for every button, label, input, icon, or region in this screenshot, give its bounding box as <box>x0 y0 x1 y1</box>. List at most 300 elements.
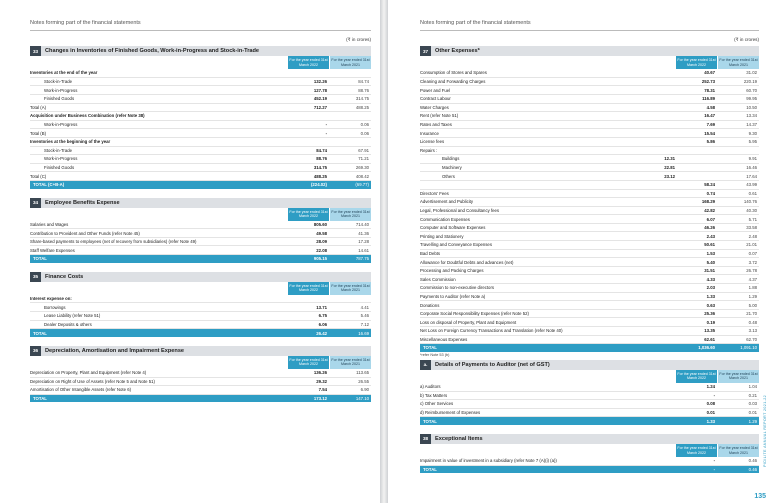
col-previous-header: For the year ended 31st March 2021 <box>330 56 371 69</box>
table-row <box>30 369 371 378</box>
current-year-value: 13.71 <box>316 304 327 310</box>
table-row <box>420 250 759 259</box>
previous-year-value: 43.99 <box>746 182 757 188</box>
current-year-value: 7.54 <box>318 387 327 393</box>
row-label: d) Reimbursement of Expenses <box>420 410 481 416</box>
previous-year-value: 41.36 <box>358 230 369 236</box>
previous-year-value: 31.02 <box>746 70 757 76</box>
previous-year-value: 0.07 <box>748 250 757 256</box>
previous-year-total: 0.46 <box>748 467 757 473</box>
row-label: Inventories at the beginning of the year <box>30 139 111 145</box>
table-row <box>420 112 759 121</box>
previous-year-value: 17.28 <box>358 239 369 245</box>
section-number: 33 <box>30 46 41 56</box>
previous-year-value: 10.50 <box>746 104 757 110</box>
previous-year-value: 21.01 <box>746 242 757 248</box>
table-row <box>420 383 759 392</box>
table-body <box>420 69 759 352</box>
previous-year-value: 14.37 <box>746 122 757 128</box>
col-current-header: For the year ended 31st March 2022 <box>288 56 329 69</box>
previous-year-value: 26.78 <box>746 268 757 274</box>
current-year-total: 905.15 <box>313 256 327 262</box>
table-row <box>30 378 371 387</box>
section-number: 37 <box>420 46 431 56</box>
current-year-value: 0.01 <box>706 410 715 416</box>
row-label: Donations <box>420 302 440 308</box>
left-page <box>0 0 380 503</box>
current-year-value: - <box>325 130 327 136</box>
sub-value: 12.31 <box>664 156 675 162</box>
col-current-header: For the year ended 31st March 2022 <box>288 208 329 221</box>
col-previous-header: For the year ended 31st March 2021 <box>718 370 759 383</box>
table-body <box>30 369 371 402</box>
right-page <box>388 0 768 503</box>
current-year-value: 805.60 <box>313 221 327 227</box>
table-row <box>30 164 371 173</box>
previous-year-value: 62.70 <box>746 336 757 342</box>
unit-label: (₹ in crores) <box>734 37 759 42</box>
row-label: Dealer Deposits & others <box>44 321 92 327</box>
row-label: Contract Labour <box>420 96 451 102</box>
row-label: Repairs : <box>420 147 438 153</box>
table-row <box>30 112 371 121</box>
current-year-value: 2.03 <box>706 285 715 291</box>
previous-year-value: 1.29 <box>748 293 757 299</box>
row-label: Corporate Social Responsibility Expenses (refer Note 52) <box>420 311 529 317</box>
table-row <box>420 155 759 164</box>
col-current-header: For the year ended 31st March 2022 <box>676 370 717 383</box>
row-label: Insurance <box>420 130 439 136</box>
table-row <box>30 303 371 312</box>
current-year-value: 116.89 <box>702 96 715 102</box>
column-headers <box>420 370 759 383</box>
row-label: Impairment in value of investment in a subsidiary (refer Note 7 (A)(i) (a)) <box>420 458 557 464</box>
row-label: Power and Fuel <box>420 87 451 93</box>
table-row <box>30 246 371 255</box>
current-year-value: 49.58 <box>316 230 327 236</box>
row-label: Machinery <box>442 165 462 171</box>
section-title: Finance Costs <box>45 273 84 280</box>
row-label: Processing and Packing Charges <box>420 268 484 274</box>
previous-year-value: 0.06 <box>360 130 369 136</box>
previous-year-value: 0.21 <box>748 392 757 398</box>
previous-year-value: 71.21 <box>358 156 369 162</box>
current-year-value: 1.53 <box>706 250 715 256</box>
current-year-value: 16.47 <box>704 113 715 119</box>
previous-year-value: 13.34 <box>746 113 757 119</box>
previous-year-value: 0.46 <box>748 458 757 464</box>
section-title: Details of Payments to Auditor (net of GST) <box>435 361 550 368</box>
note-36 <box>30 346 371 403</box>
column-headers <box>30 282 371 295</box>
current-year-total: 26.42 <box>316 330 327 336</box>
current-year-value: 168.29 <box>701 199 715 205</box>
row-label: Contribution to Provident and Other Funds (refer Note 45) <box>30 230 140 236</box>
row-label: Travelling and Conveyance Expenses <box>420 242 492 248</box>
row-label: Depreciation on Property, Plant and Equipment (refer Note 4) <box>30 370 147 376</box>
previous-year-value: 140.76 <box>743 199 757 205</box>
table-row <box>420 241 759 250</box>
col-current-header: For the year ended 31st March 2022 <box>676 444 717 457</box>
table-row <box>420 86 759 95</box>
report-side-label: PIDILITE ANNUAL REPORT 2021-22 <box>763 395 767 467</box>
table-row <box>420 164 759 173</box>
row-label: Sales Commission <box>420 276 456 282</box>
current-year-value: 84.74 <box>316 147 327 153</box>
column-headers <box>30 56 371 69</box>
col-previous-header: For the year ended 31st March 2021 <box>718 444 759 457</box>
table-row <box>30 238 371 247</box>
row-label: Printing and Stationery <box>420 233 464 239</box>
section-number: 35 <box>30 272 41 282</box>
row-label: Acquisition under Business Combination (refer Note 38) <box>30 113 145 119</box>
current-year-value: 6.75 <box>318 313 327 319</box>
note-38 <box>420 434 759 473</box>
row-label: Work-in-Progress <box>44 87 78 93</box>
previous-year-value: 488.25 <box>355 104 369 110</box>
table-row <box>30 95 371 104</box>
current-year-value: 13.35 <box>704 328 715 334</box>
table-row <box>420 224 759 233</box>
current-year-value: 50.61 <box>704 242 715 248</box>
previous-year-value: 67.91 <box>358 147 369 153</box>
table-row <box>420 172 759 181</box>
previous-year-value: 5.95 <box>748 139 757 145</box>
table-row <box>420 409 759 418</box>
running-header: Notes forming part of the financial statements <box>420 20 759 31</box>
row-label: a) Auditors <box>420 384 441 390</box>
column-headers <box>30 208 371 221</box>
column-headers <box>420 444 759 457</box>
section-number: 38 <box>420 434 431 444</box>
table-row <box>420 457 759 466</box>
row-label: Consumption of Stores and Spares <box>420 70 487 76</box>
table-row <box>420 129 759 138</box>
previous-year-value: 99.95 <box>746 96 757 102</box>
row-label: Finished Goods <box>44 96 75 102</box>
table-row <box>420 121 759 130</box>
current-year-total: - <box>713 467 715 473</box>
sub-value: 23.12 <box>664 173 675 179</box>
previous-year-value: 14.61 <box>358 247 369 253</box>
previous-year-value: 4.41 <box>360 304 369 310</box>
table-row <box>420 232 759 241</box>
table-row <box>30 69 371 78</box>
table-row <box>420 258 759 267</box>
current-year-value: 6.06 <box>318 321 327 327</box>
total-label: TOTAL <box>423 418 437 424</box>
previous-year-value: 84.74 <box>358 79 369 85</box>
note-35 <box>30 272 371 337</box>
table-row <box>420 198 759 207</box>
table-row <box>30 129 371 138</box>
total-row <box>420 344 759 352</box>
current-year-value: 5.40 <box>706 259 715 265</box>
section-header <box>420 360 759 370</box>
table-body <box>420 457 759 473</box>
table-row <box>30 78 371 87</box>
table-row <box>30 386 371 395</box>
row-label: Finished Goods <box>44 165 75 171</box>
previous-year-value: 88.76 <box>358 87 369 93</box>
table-row <box>420 69 759 78</box>
row-label: Borrowings <box>44 304 66 310</box>
page-gutter <box>380 0 388 503</box>
previous-year-value: 0.48 <box>748 319 757 325</box>
previous-year-value: 26.55 <box>358 378 369 384</box>
total-row <box>30 181 371 189</box>
table-row <box>420 284 759 293</box>
total-label: TOTAL (C+B-A) <box>33 182 65 188</box>
previous-year-value: 16.46 <box>746 165 757 171</box>
col-previous-header: For the year ended 31st March 2021 <box>718 56 759 69</box>
section-number: a. <box>420 360 431 370</box>
table-row <box>30 155 371 164</box>
note-33 <box>30 46 371 189</box>
row-label: Water Charges <box>420 104 449 110</box>
current-year-value: 88.76 <box>316 156 327 162</box>
table-row <box>30 221 371 230</box>
section-title: Employee Benefits Expense <box>45 199 120 206</box>
previous-year-value: 9.30 <box>748 130 757 136</box>
table-row <box>30 312 371 321</box>
row-label: Stock-in-Trade <box>44 79 73 85</box>
current-year-value: 2.43 <box>706 233 715 239</box>
table-row <box>420 215 759 224</box>
table-row <box>420 392 759 401</box>
page-number: 135 <box>754 493 766 500</box>
previous-year-value: 314.75 <box>355 96 369 102</box>
current-year-value: 252.73 <box>701 79 715 85</box>
column-headers <box>30 356 371 369</box>
current-year-value: - <box>325 122 327 128</box>
row-label: Cleaning and Forwarding Charges <box>420 79 486 85</box>
table-row <box>420 267 759 276</box>
previous-year-value: 220.19 <box>743 79 757 85</box>
current-year-value: 31.51 <box>704 268 715 274</box>
row-label: Directors' Fees <box>420 190 449 196</box>
row-label: Computer and Software Expenses <box>420 225 486 231</box>
previous-year-value: 6.90 <box>360 387 369 393</box>
total-label: TOTAL <box>423 345 437 351</box>
table-row <box>30 138 371 147</box>
total-label: TOTAL <box>33 330 47 336</box>
current-year-value: 46.26 <box>704 225 715 231</box>
previous-year-value: 17.64 <box>746 173 757 179</box>
current-year-value: 58.24 <box>704 182 715 188</box>
row-label: Rates and Taxes <box>420 122 452 128</box>
section-title: Exceptional Items <box>435 435 483 442</box>
total-label: TOTAL <box>33 396 47 402</box>
current-year-value: 4.58 <box>706 104 715 110</box>
section-header <box>420 46 759 56</box>
row-label: Legal, Professional and Consultancy fees <box>420 207 500 213</box>
table-row <box>420 78 759 87</box>
row-label: Buildings <box>442 156 460 162</box>
current-year-value: 712.27 <box>313 104 327 110</box>
section-header <box>30 46 371 56</box>
previous-year-value: 0.06 <box>360 122 369 128</box>
row-label: Inventories at the end of the year <box>30 70 98 76</box>
current-year-value: 78.31 <box>704 87 715 93</box>
col-current-header: For the year ended 31st March 2022 <box>288 282 329 295</box>
row-label: Loss on disposal of Property, Plant and Equipment <box>420 319 517 325</box>
subheading-row <box>30 295 371 304</box>
current-year-total: 1.33 <box>706 418 715 424</box>
current-year-value: 42.82 <box>704 207 715 213</box>
previous-year-value: 269.30 <box>355 165 369 171</box>
previous-year-value: 0.03 <box>748 401 757 407</box>
previous-year-value: 3.13 <box>748 328 757 334</box>
current-year-value: 7.69 <box>706 122 715 128</box>
previous-year-value: 9.91 <box>748 156 757 162</box>
table-row <box>420 310 759 319</box>
row-label: Salaries and Wages <box>30 221 69 227</box>
current-year-value: 1.24 <box>706 384 715 390</box>
previous-year-value: 0.01 <box>748 410 757 416</box>
row-label: Allowance for Doubtful Debts and advances (net) <box>420 259 514 265</box>
row-label: Bad Debts <box>420 250 441 256</box>
row-label: Stock-in-Trade <box>44 147 73 153</box>
total-row <box>420 417 759 425</box>
table-row <box>420 400 759 409</box>
current-year-value: 0.08 <box>706 401 715 407</box>
previous-year-value: 2.48 <box>748 233 757 239</box>
table-row <box>420 138 759 147</box>
table-row <box>420 336 759 345</box>
current-year-value: 314.75 <box>313 165 327 171</box>
section-header <box>30 272 371 282</box>
current-year-total: 1,036.60 <box>698 345 715 351</box>
current-year-value: 132.26 <box>313 79 327 85</box>
previous-year-value: 21.70 <box>746 311 757 317</box>
total-row <box>420 466 759 474</box>
current-year-value: 488.25 <box>313 173 327 179</box>
previous-year-value: 40.30 <box>746 207 757 213</box>
current-year-value: 25.36 <box>704 311 715 317</box>
row-label: c) Other Services <box>420 401 454 407</box>
current-year-value: 15.54 <box>704 130 715 136</box>
row-label: Interest expense on: <box>30 296 72 302</box>
table-row <box>30 121 371 130</box>
row-label: Staff Welfare Expenses <box>30 247 75 253</box>
note-auditor-payments <box>420 360 759 425</box>
table-row <box>420 327 759 336</box>
current-year-value: 22.08 <box>316 247 327 253</box>
table-row <box>420 147 759 156</box>
previous-year-value: 4.37 <box>748 276 757 282</box>
table-row <box>420 207 759 216</box>
table-row <box>420 104 759 113</box>
previous-year-value: 714.40 <box>355 221 369 227</box>
total-label: TOTAL <box>33 256 47 262</box>
current-year-value: 62.61 <box>704 336 715 342</box>
row-label: Others <box>442 173 455 179</box>
current-year-value: 136.26 <box>313 370 327 376</box>
previous-year-value: 33.58 <box>746 225 757 231</box>
running-header: Notes forming part of the financial statements <box>30 20 371 31</box>
current-year-total: 173.12 <box>313 396 327 402</box>
current-year-value: 4.33 <box>706 276 715 282</box>
current-year-value: 0.74 <box>706 190 715 196</box>
table-body <box>30 69 371 188</box>
row-label: Total (B) <box>30 130 46 136</box>
current-year-value: 29.32 <box>316 378 327 384</box>
previous-year-value: 1.04 <box>748 384 757 390</box>
current-year-value: 5.86 <box>706 139 715 145</box>
table-body <box>30 221 371 263</box>
previous-year-total: 1.29 <box>748 418 757 424</box>
section-title: Depreciation, Amortisation and Impairment Expense <box>45 347 185 354</box>
table-row <box>420 95 759 104</box>
table-row <box>30 104 371 113</box>
row-label: Net Loss on Foreign Currency Transactions and Translation (refer Note 40) <box>420 328 563 334</box>
table-row <box>420 275 759 284</box>
row-label: b) Tax Matters <box>420 392 448 398</box>
table-row <box>420 181 759 190</box>
col-previous-header: For the year ended 31st March 2021 <box>330 208 371 221</box>
current-year-value: 0.19 <box>706 319 715 325</box>
row-label: Communication Expenses <box>420 216 470 222</box>
previous-year-total: 147.10 <box>355 396 369 402</box>
current-year-value: 127.78 <box>313 87 327 93</box>
col-previous-header: For the year ended 31st March 2021 <box>330 282 371 295</box>
column-headers <box>420 56 759 69</box>
current-year-value: 0.63 <box>706 302 715 308</box>
section-title: Changes in Inventories of Finished Goods, Work-in-Progress and Stock-in-Trade <box>45 48 260 54</box>
table-row <box>420 318 759 327</box>
table-row <box>420 190 759 199</box>
footnote: *refer Note 53 (b) <box>420 352 450 357</box>
col-current-header: For the year ended 31st March 2022 <box>288 356 329 369</box>
row-label: Rent (refer Note 51) <box>420 113 459 119</box>
table-row <box>420 293 759 302</box>
table-row <box>30 86 371 95</box>
previous-year-value: 113.65 <box>356 370 369 376</box>
section-title: Other Expenses* <box>435 48 480 54</box>
previous-year-value: 60.70 <box>746 87 757 93</box>
current-year-value: 28.09 <box>316 239 327 245</box>
row-label: Lease Liability (refer Note 51) <box>44 313 101 319</box>
section-number: 34 <box>30 198 41 208</box>
current-year-value: 452.19 <box>313 96 327 102</box>
previous-year-value: 5.46 <box>360 313 369 319</box>
section-header <box>30 198 371 208</box>
previous-year-total: 16.69 <box>358 330 369 336</box>
current-year-value: - <box>713 392 715 398</box>
total-row <box>30 329 371 337</box>
current-year-value: - <box>713 458 715 464</box>
row-label: Amortisation of Other Intangible Assets (refer Note 6) <box>30 387 132 393</box>
table-row <box>30 147 371 156</box>
total-row <box>30 395 371 403</box>
previous-year-value: 408.42 <box>355 173 369 179</box>
section-header <box>420 434 759 444</box>
row-label: Total (C) <box>30 173 47 179</box>
row-label: Payments to Auditor (refer Note a) <box>420 293 486 299</box>
previous-year-value: 1.88 <box>748 285 757 291</box>
previous-year-total: 787.75 <box>355 256 369 262</box>
col-current-header: For the year ended 31st March 2022 <box>676 56 717 69</box>
sub-value: 22.81 <box>664 165 675 171</box>
row-label: Advertisement and Publicity <box>420 199 474 205</box>
current-year-total: (224.02) <box>310 182 327 188</box>
row-label: Work-in-Progress <box>44 122 78 128</box>
row-label: Share-based payments to employees (net of recovery from subsidiaries) (refer Note 49) <box>30 239 197 245</box>
table-row <box>30 172 371 181</box>
note-37 <box>420 46 759 357</box>
previous-year-value: 3.72 <box>748 259 757 265</box>
